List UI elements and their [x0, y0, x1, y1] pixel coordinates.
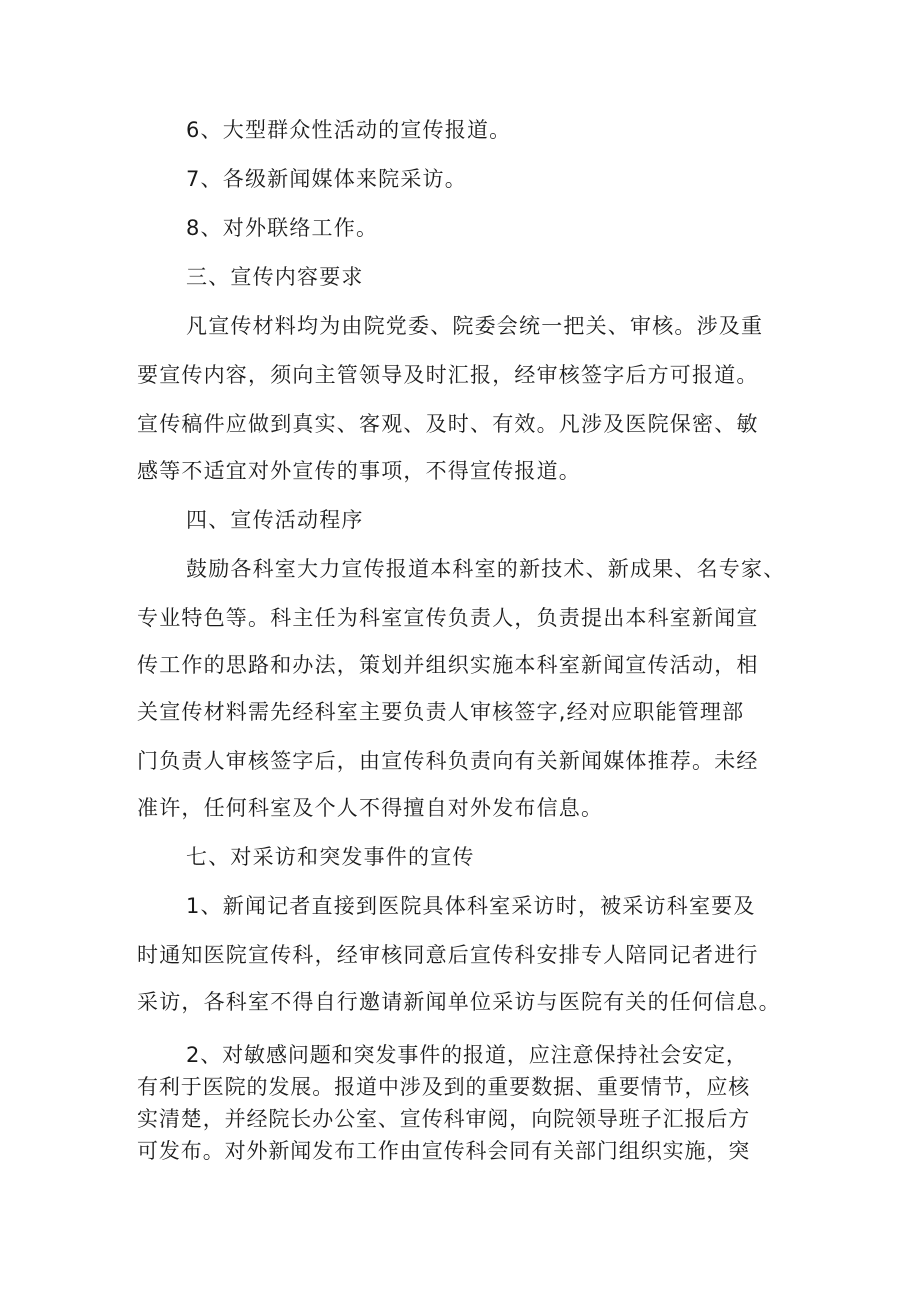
paragraph-line: 鼓励各科室大力宣传报道本科室的新技术、新成果、名专家、: [186, 557, 786, 581]
paragraph-line: 宣传稿件应做到真实、客观、及时、有效。凡涉及医院保密、敏: [137, 412, 759, 436]
paragraph-line: 时通知医院宣传科，经审核同意后宣传科安排专人陪同记者进行: [137, 943, 759, 967]
section-heading-7: 七、对采访和突发事件的宣传: [186, 845, 475, 869]
paragraph-line: 有利于医院的发展。报道中涉及到的重要数据、重要情节，应核: [137, 1075, 751, 1099]
paragraph-line: 实清楚，并经院长办公室、宣传科审阅，向院领导班子汇报后方: [137, 1107, 751, 1131]
list-item-8: 8、对外联络工作。: [186, 216, 379, 240]
paragraph-line: 感等不适宜对外宣传的事项，不得宣传报道。: [137, 459, 581, 483]
paragraph-line: 凡宣传材料均为由院党委、院委会统一把关、审核。涉及重: [186, 314, 764, 338]
paragraph-line: 采访，各科室不得自行邀请新闻单位采访与医院有关的任何信息。: [137, 990, 781, 1014]
paragraph-line: 1、新闻记者直接到医院具体科室采访时，被采访科室要及: [186, 894, 756, 918]
paragraph-line: 门负责人审核签字后，由宣传科负责向有关新闻媒体推荐。未经: [137, 749, 759, 773]
list-item-7: 7、各级新闻媒体来院采访。: [186, 167, 467, 191]
section-heading-4: 四、宣传活动程序: [186, 508, 364, 532]
paragraph-line: 2、对敏感问题和突发事件的报道，应注意保持社会安定，: [186, 1043, 748, 1067]
section-heading-3: 三、宣传内容要求: [186, 265, 364, 289]
paragraph-line: 传工作的思路和办法，策划并组织实施本科室新闻宣传活动，相: [137, 653, 759, 677]
list-item-6: 6、大型群众性活动的宣传报道。: [186, 118, 512, 142]
paragraph-line: 要宣传内容，须向主管领导及时汇报，经审核签字后方可报道。: [137, 363, 759, 387]
paragraph-line: 可发布。对外新闻发布工作由宣传科会同有关部门组织实施，突: [137, 1139, 751, 1163]
paragraph-line: 准许，任何科室及个人不得擅自对外发布信息。: [137, 796, 604, 820]
paragraph-line: 关宣传材料需先经科室主要负责人审核签字,经对应职能管理部: [137, 700, 745, 724]
paragraph-line: 专业特色等。科主任为科室宣传负责人，负责提出本科室新闻宣: [137, 606, 759, 630]
